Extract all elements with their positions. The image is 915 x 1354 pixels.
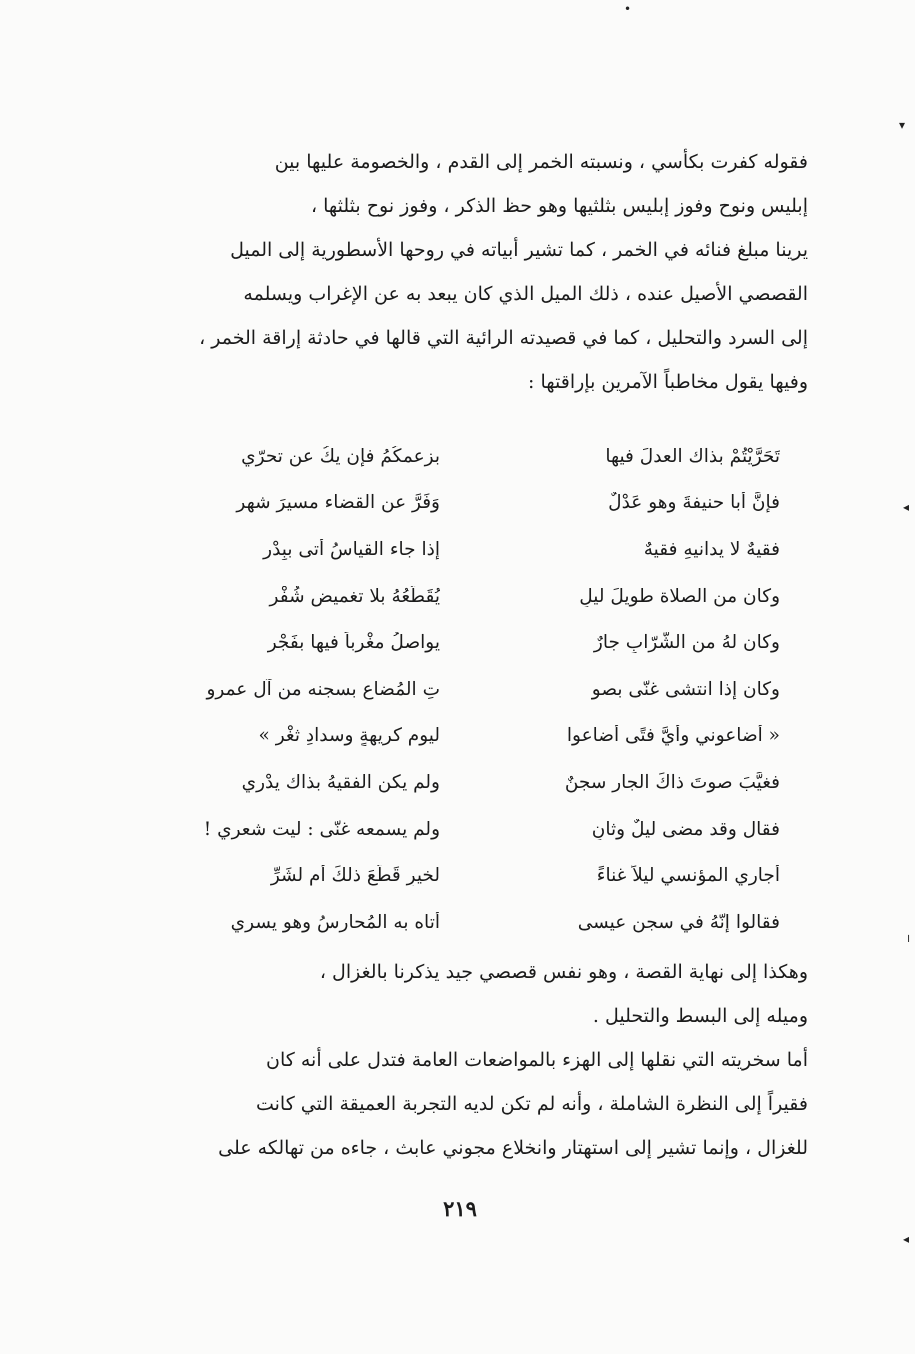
verse-second-hemistich: يُقَطّعُهُ بلا تغميضِ شُفْرِ	[269, 585, 440, 607]
verse-line	[150, 713, 780, 760]
verse-line	[150, 480, 780, 527]
verse-first-hemistich: فقالوا إنّهُ في سجنِ عيسى	[577, 911, 780, 933]
verse-first-hemistich: تَحَرَّيْتُمْ بذاك العدلَ فيها	[605, 445, 780, 467]
verse-second-hemistich: لخيرٍ قَطّعَ ذلكَ أم لشَرِّ	[270, 865, 440, 887]
text-line: وفيها يقول مخاطباً الآمرين بإراقتها :	[528, 371, 808, 393]
verse-second-hemistich: ليومِ كريهةٍ وسدادِ ثغْرِ »	[258, 725, 440, 747]
verse-first-hemistich: فقيهٌ لا يدانيهِ فقيهٌ	[643, 538, 780, 560]
text-line: أما سخريته التي نقلها إلى الهزء بالمواضعات العامة فتدل على أنه كان	[266, 1049, 808, 1071]
verse-line	[150, 899, 780, 946]
margin-mark: ╷	[905, 928, 913, 942]
verse-first-hemistich: أجاري المؤنسي ليلاً غناءً	[596, 865, 780, 887]
margin-mark: ◂	[903, 500, 910, 514]
verse-first-hemistich: وكان من الصلاة طويلَ ليلٍ	[579, 585, 780, 607]
verse-line	[150, 619, 780, 666]
verse-line	[150, 666, 780, 713]
text-line: فقوله كفرت بكأسي ، ونسبته الخمر إلى القدم ، والخصومة عليها بين	[274, 151, 808, 173]
poem-verses	[150, 433, 780, 946]
verse-first-hemistich: وكان لهُ من الشُّرّابِ جارٌ	[593, 632, 780, 654]
scan-speck-mark: •	[624, 2, 632, 16]
verse-second-hemistich: أتاه به المُحارسُ وهو يسري	[230, 911, 440, 933]
verse-second-hemistich: ولم يسمعه غنّى : ليت شعري !	[203, 818, 440, 840]
verse-line	[150, 526, 780, 573]
verse-first-hemistich: فإنَّ أبا حنيفةَ وهو عَدْلٌ	[608, 492, 780, 514]
verse-first-hemistich: فغيَّبَ صوتَ ذاكَ الجارِ سجنٌ	[564, 771, 780, 793]
verse-line	[150, 852, 780, 899]
text-line: وميله إلى البسط والتحليل .	[592, 1005, 808, 1027]
verse-line	[150, 759, 780, 806]
paragraph-satire	[118, 1038, 808, 1170]
text-line: فقيراً إلى النظرة الشاملة ، وأنه لم تكن لديه التجربة العميقة التي كانت	[255, 1093, 808, 1115]
verse-second-hemistich: بزعمكُمُ فإن يكُ عن تحرّي	[241, 445, 440, 467]
verse-second-hemistich: وَفَرَّ عن القضاء مسيرَ شهرِ	[236, 492, 440, 514]
page-number: ٢١٩	[443, 1196, 477, 1221]
text-line: وهكذا إلى نهاية القصة ، وهو نفس قصصي جيد يذكرنا بالغزال ،	[319, 961, 808, 983]
verse-second-hemistich: إذا جاء القياسُ أتى ببِدْرِ	[263, 538, 440, 560]
text-line: يرينا مبلغ فنائه في الخمر ، كما تشير أبياته في روحها الأسطورية إلى الميل	[230, 239, 808, 261]
text-line: القصصي الأصيل عنده ، ذلك الميل الذي كان يبعد به عن الإغراب ويسلمه	[243, 283, 808, 305]
verse-second-hemistich: يواصلُ مغْرباً فيها بفَجْرِ	[267, 632, 440, 654]
verse-line	[150, 806, 780, 853]
paragraph-intro	[118, 140, 808, 404]
verse-line	[150, 433, 780, 480]
verse-second-hemistich: ولم يكنِ الفقيهُ بذاك يدْري	[241, 771, 440, 793]
verse-first-hemistich: وكان إذا انتشى غنّى بصو	[591, 678, 780, 700]
paragraph-after-poem	[118, 950, 808, 1038]
verse-second-hemistich: تِ المُضاعِ بسجنه من آل عمرو	[206, 678, 440, 700]
verse-first-hemistich: « أضاعوني وأيَّ فتًى أضاعوا	[566, 725, 780, 747]
margin-mark: ▾	[899, 118, 906, 132]
text-line: للغزال ، وإنما تشير إلى استهتار وانخلاع مجوني عابث ، جاءه من تهالكه على	[218, 1137, 808, 1159]
verse-first-hemistich: فقال وقد مضى ليلٌ وثانٍ	[591, 818, 780, 840]
margin-mark: ◂	[903, 1232, 910, 1246]
text-line: إلى السرد والتحليل ، كما في قصيدته الرائية التي قالها في حادثة إراقة الخمر ،	[199, 327, 808, 349]
text-line: إبليس ونوح وفوز إبليس بثلثيها وهو حظ الذكر ، وفوز نوح بثلثها ،	[310, 195, 808, 217]
verse-line	[150, 573, 780, 620]
